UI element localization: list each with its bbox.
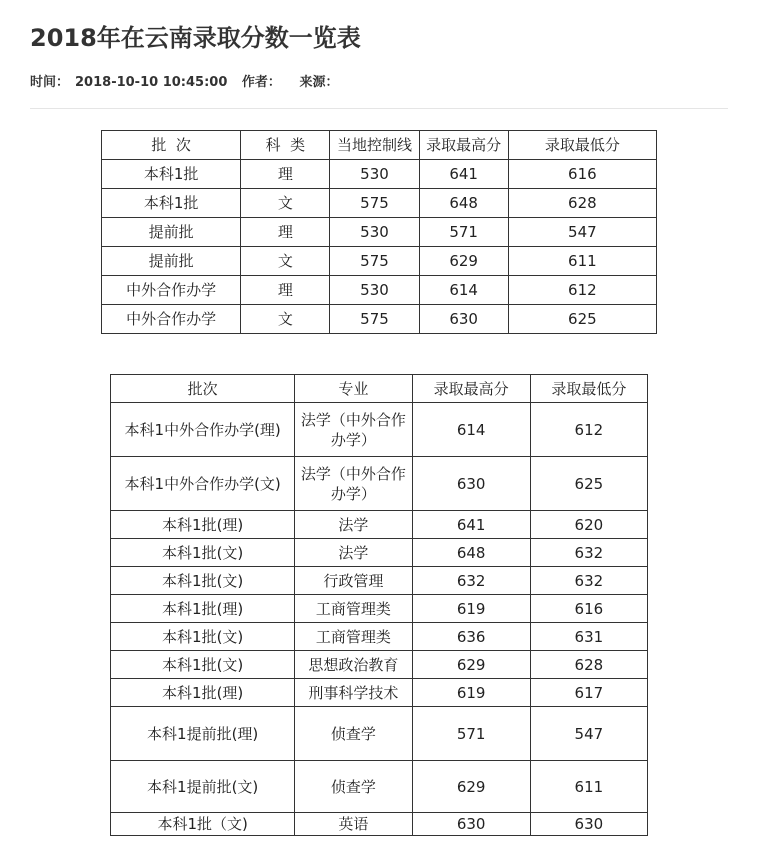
category-cell: 文: [241, 247, 330, 276]
page-title: 2018年在云南录取分数一览表: [30, 24, 361, 52]
batch-cell: 中外合作办学: [102, 276, 241, 305]
batch-cell: 中外合作办学: [102, 305, 241, 334]
category-cell: 文: [241, 189, 330, 218]
batch-cell: 本科1批(理): [111, 511, 295, 539]
max-score-cell: 641: [412, 511, 530, 539]
major-cell: 法学（中外合作办学）: [295, 457, 412, 511]
major-score-table: [110, 374, 648, 836]
min-score-cell: 620: [530, 511, 647, 539]
header-cell: 批次: [111, 375, 295, 403]
control-line-cell: 575: [330, 247, 419, 276]
min-score-cell: 547: [530, 707, 647, 761]
max-score-cell: 630: [412, 813, 530, 836]
batch-cell: 本科1批（文): [111, 813, 295, 836]
header-cell: 批 次: [102, 131, 241, 160]
table-row: [102, 276, 657, 305]
max-score-cell: 629: [412, 761, 530, 813]
table-header-row: [111, 375, 648, 403]
batch-cell: 本科1批(理): [111, 595, 295, 623]
batch-cell: 提前批: [102, 247, 241, 276]
max-score-cell: 648: [412, 539, 530, 567]
batch-cell: 本科1批(文): [111, 539, 295, 567]
batch-cell: 本科1提前批(文): [111, 761, 295, 813]
time-label: 时间：: [30, 75, 70, 90]
table-header-row: [102, 131, 657, 160]
header-divider: [30, 108, 728, 109]
score-summary-table: [101, 130, 657, 334]
control-line-cell: 530: [330, 218, 419, 247]
table-row: [111, 403, 648, 457]
table-row: [111, 761, 648, 813]
category-cell: 文: [241, 305, 330, 334]
min-score-cell: 628: [530, 651, 647, 679]
major-cell: 工商管理类: [295, 595, 412, 623]
min-score-cell: 616: [530, 595, 647, 623]
table-row: [111, 567, 648, 595]
time-value: 2018-10-10 10:45:00: [75, 75, 228, 90]
min-score-cell: 625: [508, 305, 656, 334]
max-score-cell: 630: [412, 457, 530, 511]
table-row: [111, 539, 648, 567]
table-row: [111, 679, 648, 707]
header-cell: 录取最高分: [419, 131, 508, 160]
table-row: [102, 189, 657, 218]
table-row: [102, 305, 657, 334]
batch-cell: 本科1中外合作办学(文): [111, 457, 295, 511]
min-score-cell: 612: [530, 403, 647, 457]
table-row: [102, 247, 657, 276]
header-cell: 科 类: [241, 131, 330, 160]
min-score-cell: 617: [530, 679, 647, 707]
max-score-cell: 648: [419, 189, 508, 218]
min-score-cell: 630: [530, 813, 647, 836]
header-cell: 录取最高分: [412, 375, 530, 403]
batch-cell: 本科1批: [102, 160, 241, 189]
batch-cell: 本科1批: [102, 189, 241, 218]
category-cell: 理: [241, 276, 330, 305]
control-line-cell: 530: [330, 160, 419, 189]
header-cell: 录取最低分: [530, 375, 647, 403]
min-score-cell: 611: [508, 247, 656, 276]
min-score-cell: 632: [530, 539, 647, 567]
major-cell: 法学（中外合作办学）: [295, 403, 412, 457]
batch-cell: 本科1批(文): [111, 623, 295, 651]
min-score-cell: 631: [530, 623, 647, 651]
major-cell: 侦查学: [295, 707, 412, 761]
table-row: [102, 218, 657, 247]
min-score-cell: 611: [530, 761, 647, 813]
table-row: [111, 651, 648, 679]
major-cell: 侦查学: [295, 761, 412, 813]
major-cell: 工商管理类: [295, 623, 412, 651]
header-cell: 专业: [295, 375, 412, 403]
max-score-cell: 632: [412, 567, 530, 595]
min-score-cell: 616: [508, 160, 656, 189]
header-cell: 录取最低分: [508, 131, 656, 160]
max-score-cell: 571: [419, 218, 508, 247]
source-label: 来源：: [299, 75, 339, 90]
min-score-cell: 547: [508, 218, 656, 247]
max-score-cell: 629: [419, 247, 508, 276]
author-label: 作者：: [241, 75, 281, 90]
header-cell: 当地控制线: [330, 131, 419, 160]
max-score-cell: 619: [412, 679, 530, 707]
major-cell: 英语: [295, 813, 412, 836]
table-row: [111, 623, 648, 651]
batch-cell: 本科1中外合作办学(理): [111, 403, 295, 457]
max-score-cell: 629: [412, 651, 530, 679]
table-row: [111, 457, 648, 511]
table-row: [111, 707, 648, 761]
max-score-cell: 641: [419, 160, 508, 189]
major-cell: 行政管理: [295, 567, 412, 595]
max-score-cell: 571: [412, 707, 530, 761]
batch-cell: 本科1批(理): [111, 679, 295, 707]
min-score-cell: 628: [508, 189, 656, 218]
category-cell: 理: [241, 160, 330, 189]
batch-cell: 本科1批(文): [111, 651, 295, 679]
major-cell: 法学: [295, 539, 412, 567]
major-cell: 法学: [295, 511, 412, 539]
min-score-cell: 632: [530, 567, 647, 595]
min-score-cell: 612: [508, 276, 656, 305]
control-line-cell: 575: [330, 305, 419, 334]
max-score-cell: 614: [412, 403, 530, 457]
major-cell: 刑事科学技术: [295, 679, 412, 707]
batch-cell: 本科1提前批(理): [111, 707, 295, 761]
table-row: [111, 813, 648, 836]
batch-cell: 本科1批(文): [111, 567, 295, 595]
max-score-cell: 619: [412, 595, 530, 623]
max-score-cell: 614: [419, 276, 508, 305]
control-line-cell: 575: [330, 189, 419, 218]
max-score-cell: 636: [412, 623, 530, 651]
article-meta: [30, 71, 344, 90]
min-score-cell: 625: [530, 457, 647, 511]
max-score-cell: 630: [419, 305, 508, 334]
table-row: [102, 160, 657, 189]
category-cell: 理: [241, 218, 330, 247]
major-cell: 思想政治教育: [295, 651, 412, 679]
batch-cell: 提前批: [102, 218, 241, 247]
table-row: [111, 511, 648, 539]
control-line-cell: 530: [330, 276, 419, 305]
table-row: [111, 595, 648, 623]
